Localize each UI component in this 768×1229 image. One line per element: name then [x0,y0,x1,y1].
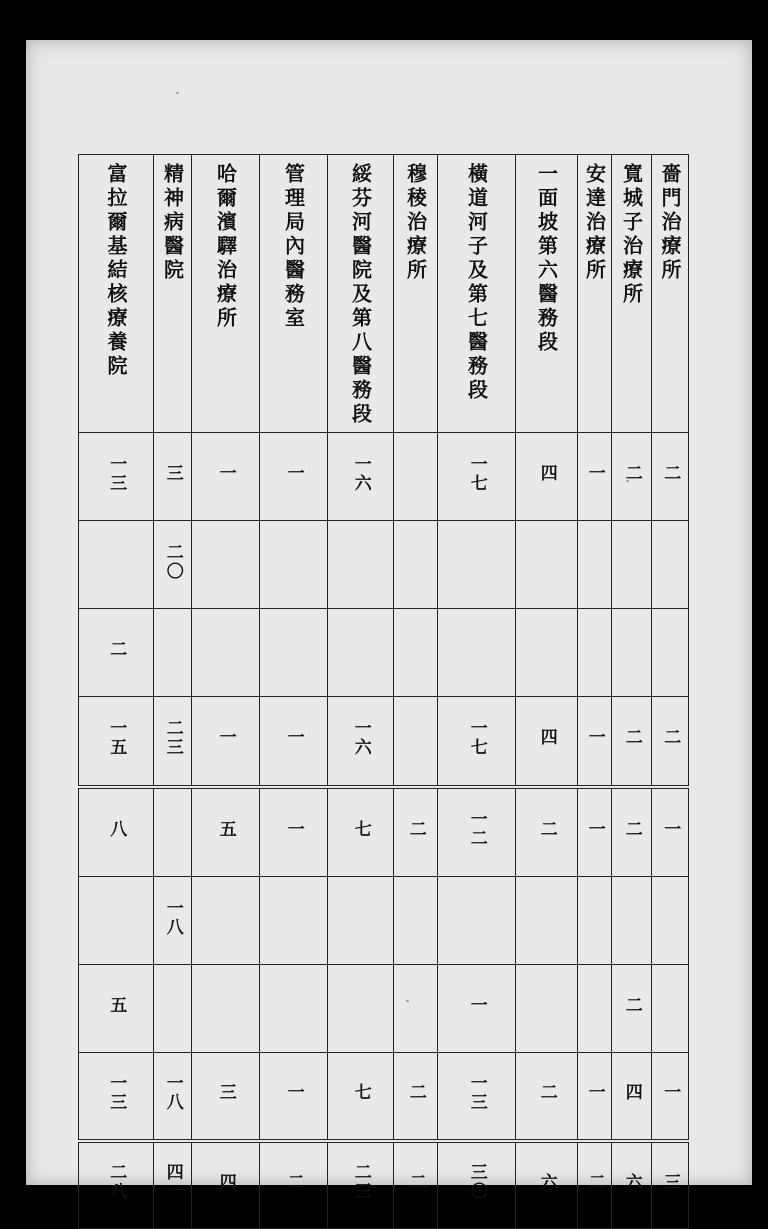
table-cell [394,697,438,787]
table-cell [438,965,516,1053]
table-cell [328,1053,394,1141]
cell-value: 四 [621,1083,642,1103]
cell-value: 二三 [350,1163,371,1202]
column-header-label: 寬城子治療所 [619,163,644,307]
cell-value: 一二 [466,810,487,849]
cell-value: 二 [536,819,557,839]
cell-value: 三〇 [466,1163,487,1202]
cell-value: 二 [536,1083,557,1103]
table-cell [578,1141,612,1229]
cell-value: 一三 [466,1073,487,1112]
table-row [79,965,689,1053]
table-cell [394,965,438,1053]
column-header-label: 管理局內醫務室 [281,163,306,331]
cell-value: 一 [584,728,605,748]
table-cell [612,787,652,877]
table-row [79,1141,689,1229]
table-cell [328,521,394,609]
column-header-label: 一面坡第六醫務段 [534,163,559,355]
table-cell [192,697,260,787]
table-cell [438,787,516,877]
cell-value: 一五 [106,718,127,757]
cell-value: 五 [215,819,236,839]
cell-value: 二三 [162,718,183,757]
cell-value: 一六 [350,454,371,493]
cell-value: 一 [584,464,605,484]
table-cell [79,877,154,965]
column-header [394,155,438,433]
table-row [79,609,689,697]
table-cell [516,609,578,697]
cell-value: 一 [283,1083,304,1103]
table-cell [154,1141,192,1229]
table-cell [328,1141,394,1229]
table-cell [192,787,260,877]
cell-value: 一六 [350,718,371,757]
table-cell [612,609,652,697]
column-header-label: 精神病醫院 [160,163,185,283]
table-cell [516,787,578,877]
column-header [438,155,516,433]
column-header [652,155,689,433]
cell-value: 二〇 [162,542,183,581]
table-cell [652,1141,689,1229]
cell-value: 二 [283,1172,304,1192]
cell-value: 二 [621,464,642,484]
cell-value: 二 [621,819,642,839]
cell-value: 一三 [106,1073,127,1112]
table-cell [438,697,516,787]
table-cell [394,1141,438,1229]
table-cell [328,877,394,965]
table-cell [260,877,328,965]
table-cell [154,787,192,877]
column-header [260,155,328,433]
cell-value: 一 [283,819,304,839]
cell-value: 六 [536,1172,557,1192]
column-header [612,155,652,433]
table-cell [652,609,689,697]
table-cell [192,521,260,609]
table-cell [516,521,578,609]
table-cell [394,787,438,877]
cell-value: 四 [215,1172,236,1192]
table-cell [79,1053,154,1141]
cell-value: 一 [215,728,236,748]
table-cell [79,433,154,521]
table-cell [438,1053,516,1141]
column-header [516,155,578,433]
cell-value: 八 [106,819,127,839]
column-header [192,155,260,433]
table-cell [192,965,260,1053]
table-cell [652,787,689,877]
table-cell [394,521,438,609]
cell-value: 二八 [106,1163,127,1202]
table-row [79,521,689,609]
column-header-label: 富拉爾基結核療養院 [104,163,128,379]
table-cell [192,1141,260,1229]
cell-value: 二 [660,728,681,748]
table-cell [260,965,328,1053]
table-cell [260,1053,328,1141]
cell-value: 六 [621,1172,642,1192]
column-header [328,155,394,433]
table-cell [652,521,689,609]
table-cell [612,521,652,609]
cell-value: 四 [536,464,557,484]
cell-value: 二 [405,819,426,839]
table-cell [79,521,154,609]
table-cell [328,787,394,877]
table-cell [516,433,578,521]
table-cell [192,433,260,521]
table-cell [260,697,328,787]
table-cell [438,1141,516,1229]
cell-value: 三 [215,1083,236,1103]
table-cell [516,1141,578,1229]
table-cell [578,609,612,697]
table-cell [612,1053,652,1141]
table-cell [192,1053,260,1141]
table-cell [154,521,192,609]
cell-value: 二 [405,1083,426,1103]
column-header-label: 橫道河子及第七醫務段 [464,163,489,403]
table-cell [516,965,578,1053]
table-cell [652,433,689,521]
table-cell [260,521,328,609]
table-cell [154,697,192,787]
cell-value: 四 [536,728,557,748]
cell-value: 一八 [162,898,183,937]
column-header [79,155,154,433]
table-cell [328,697,394,787]
cell-value: 一 [660,1083,681,1103]
table-row [79,787,689,877]
table-cell [192,609,260,697]
cell-value: 二 [660,464,681,484]
column-header-label: 嗇門治療所 [658,163,682,283]
table-cell [578,1053,612,1141]
table-cell [652,697,689,787]
cell-value: 二 [621,728,642,748]
table-cell [578,433,612,521]
table-cell [154,877,192,965]
table-cell [612,965,652,1053]
column-header-label: 穆稜治療所 [403,163,428,283]
cell-value: 一 [215,464,236,484]
cell-value: 二 [106,640,127,660]
statistics-table [78,154,689,1229]
table-cell [260,609,328,697]
table-row [79,877,689,965]
table-cell [578,697,612,787]
cell-value: 四一 [162,1163,183,1202]
table-cell [652,877,689,965]
cell-value: 二 [584,1172,605,1192]
cell-value: 一七 [466,454,487,493]
column-header [578,155,612,433]
table-cell [612,1141,652,1229]
table-cell [516,1053,578,1141]
cell-value: 一 [660,819,681,839]
table-cell [438,609,516,697]
table-cell [79,609,154,697]
cell-value: 三 [162,464,183,484]
cell-value: 一三 [106,454,127,493]
table-cell [578,521,612,609]
table-cell [79,965,154,1053]
column-header [154,155,192,433]
cell-value: 一 [283,464,304,484]
table-cell [79,1141,154,1229]
table-cell [394,609,438,697]
cell-value: 七 [350,819,371,839]
table-cell [652,1053,689,1141]
table-cell [394,433,438,521]
table-cell [192,877,260,965]
cell-value: 一 [466,996,487,1016]
cell-value: 一 [283,728,304,748]
table-row [79,697,689,787]
cell-value: 七 [350,1083,371,1103]
table-cell [516,877,578,965]
cell-value: 三 [660,1172,681,1192]
cell-value: 二 [621,996,642,1016]
column-header-label: 哈爾濱驛治療所 [213,163,238,331]
table-cell [394,1053,438,1141]
table-cell [154,965,192,1053]
table-cell [394,877,438,965]
ink-speck [176,92,179,94]
table-cell [612,697,652,787]
table-cell [578,877,612,965]
table-cell [578,787,612,877]
table-cell [154,609,192,697]
table-cell [328,965,394,1053]
table-cell [438,521,516,609]
table-cell [612,433,652,521]
table-row [79,1053,689,1141]
cell-value: 一八 [162,1073,183,1112]
table-cell [438,877,516,965]
cell-value: 二 [405,1172,426,1192]
table-cell [79,787,154,877]
table-cell [260,1141,328,1229]
table-cell [260,787,328,877]
table-cell [154,433,192,521]
table-cell [328,433,394,521]
table-cell [328,609,394,697]
table-cell [154,1053,192,1141]
table-cell [79,697,154,787]
table-cell [260,433,328,521]
column-header-label: 安達治療所 [582,163,607,283]
cell-value: 一 [584,1083,605,1103]
cell-value: 一 [584,819,605,839]
table-cell [438,433,516,521]
table-cell [612,877,652,965]
cell-value: 一七 [466,718,487,757]
table-row [79,433,689,521]
column-header-label: 綏芬河醫院及第八醫務段 [348,163,373,427]
table-cell [516,697,578,787]
table-cell [578,965,612,1053]
cell-value: 五 [106,996,127,1016]
table-cell [652,965,689,1053]
